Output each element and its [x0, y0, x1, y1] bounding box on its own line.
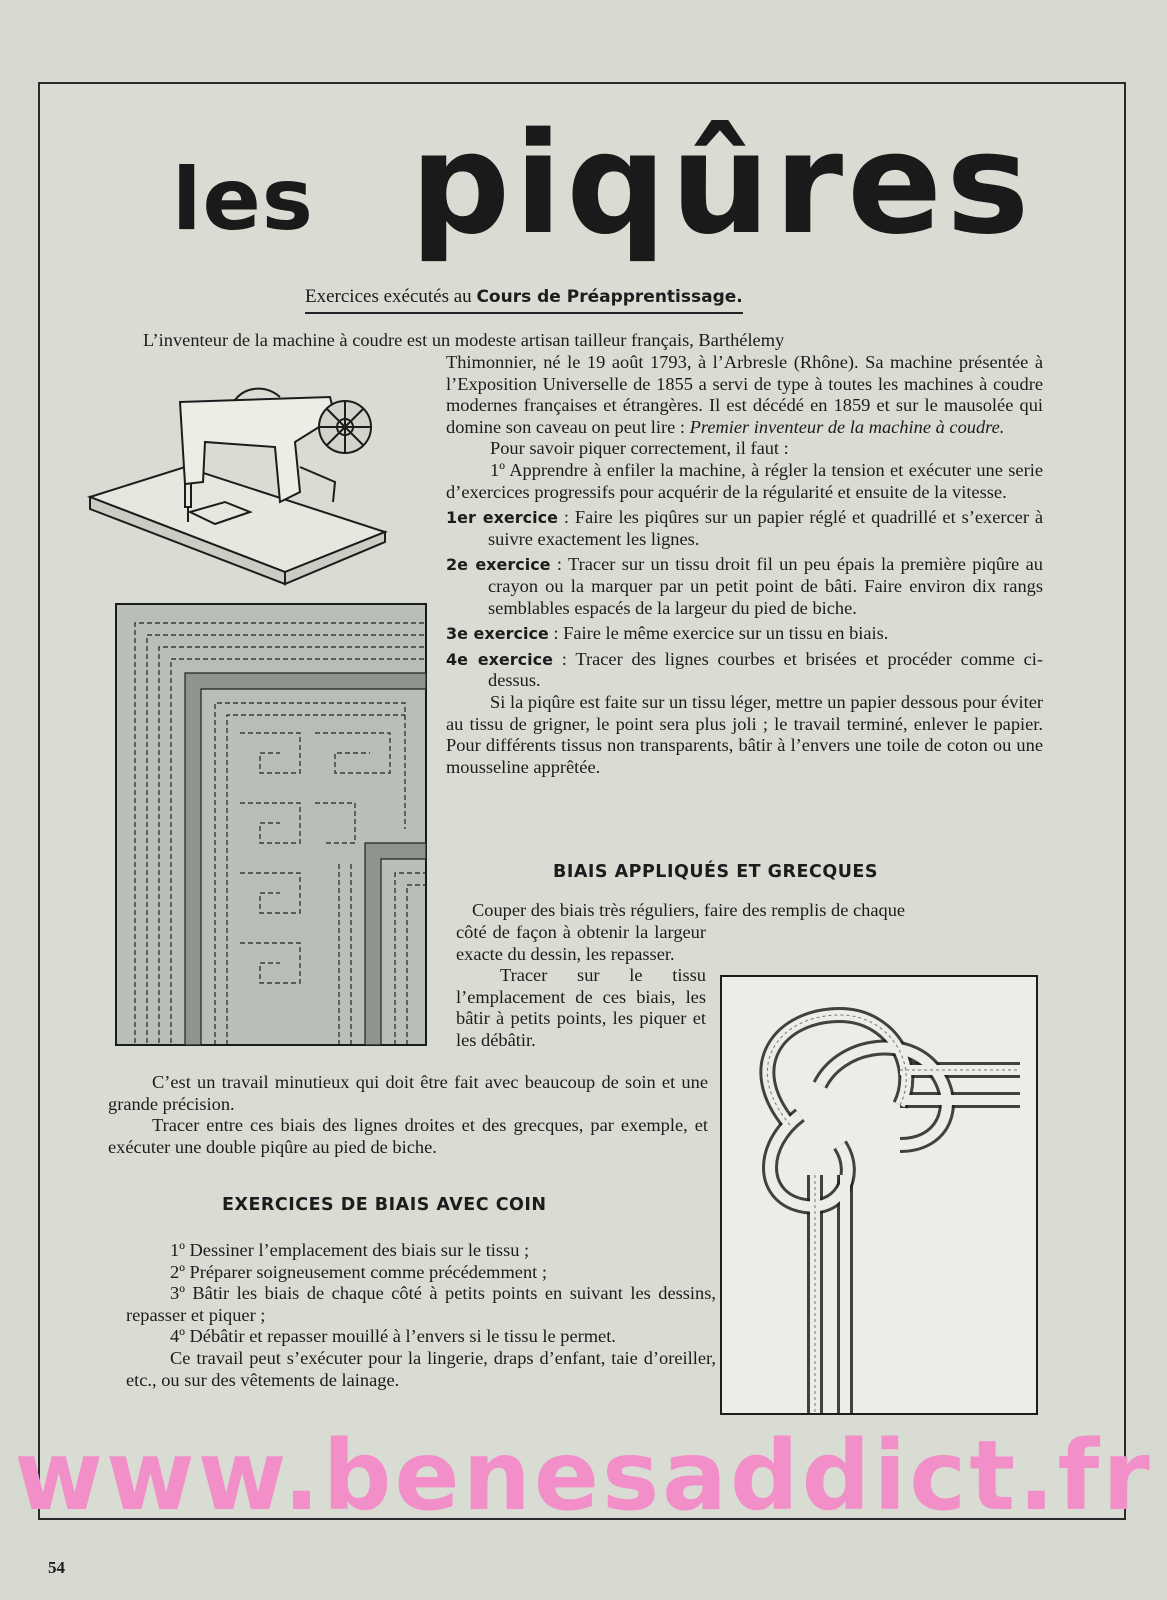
- subtitle-prefix: Exercices exécutés au: [305, 286, 472, 307]
- biais-first-line: Couper des biais très réguliers, faire des remplis de chaque: [472, 900, 906, 920]
- howto-lead: Pour savoir piquer correctement, il faut :: [490, 438, 789, 459]
- sewing-machine-illustration: [85, 372, 405, 602]
- exercise-2-text: : Tracer sur un tissu droit fil un peu épais la première piqûre au crayon ou la marquer par un petit point de bâti. Faire environ dix rangs semblables espacés de la largeur du pied de biche.: [488, 554, 1043, 618]
- intro-text: Thimonnier, né le 19 août 1793, à l’Arbresle (Rhône). Sa machine présentée à l’Exposition Universelle de 1855 a servi de type à toutes les machines à coudre modernes françaises et étrangères. Il est décédé en 1859 et sur le mausolée qui domine son caveau on peut lire :: [446, 352, 1043, 437]
- exercise-3: [446, 623, 1043, 645]
- intro-quote: Premier inventeur de la machine à coudre.: [689, 416, 1005, 437]
- biais-paragraph-bottom: [108, 1072, 708, 1158]
- coin-closing: Ce travail peut s’exécuter pour la lingerie, draps d’enfant, taie d’oreiller, etc., ou sur des vêtements de lainage.: [126, 1347, 716, 1390]
- section-heading-biais: BIAIS APPLIQUÉS ET GRECQUES: [553, 862, 878, 882]
- intro-paragraph: [446, 352, 1043, 778]
- exercise-3-text: : Faire le même exercice sur un tissu en biais.: [553, 623, 889, 644]
- section-heading-coin: EXERCICES DE BIAIS AVEC COIN: [222, 1195, 547, 1215]
- coin-steps: [126, 1240, 716, 1391]
- biais-p4: Tracer entre ces biais des lignes droites et des grecques, par exemple, et exécuter une double piqûre au pied de biche.: [108, 1115, 708, 1157]
- exercise-4-text: : Tracer des lignes courbes et brisées et procéder comme ci-dessus.: [488, 648, 1043, 691]
- biais-paragraph: [456, 922, 706, 1052]
- coin-step-3: 3º Bâtir les biais de chaque côté à petits points en suivant les dessins, repasser et piquer ;: [126, 1283, 716, 1325]
- exercise-4-label: 4e exercice: [446, 649, 553, 669]
- exercise-4: [446, 649, 1043, 692]
- biais-p2: Tracer sur le tissu l’emplacement de ces biais, les bâtir à petits points, les piquer et les débâtir.: [456, 965, 706, 1050]
- exercise-3-label: 3e exercice: [446, 624, 549, 644]
- exercise-1-label: 1er exercice: [446, 508, 558, 528]
- coin-step-4: 4º Débâtir et repasser mouillé à l’envers si le tissu le permet.: [170, 1326, 616, 1347]
- intro-first-line: L’inventeur de la machine à coudre est un modeste artisan tailleur français, Barthélemy: [143, 330, 785, 350]
- exercise-1-text: : Faire les piqûres sur un papier réglé et quadrillé et s’exercer à suivre exactement les lignes.: [488, 507, 1043, 549]
- watermark: www.benesaddict.fr: [14, 1420, 1153, 1532]
- biais-p3: C’est un travail minutieux qui doit être fait avec beaucoup de soin et une grande précision.: [108, 1072, 708, 1114]
- page-number: 54: [48, 1558, 65, 1577]
- light-fabric-paragraph: Si la piqûre est faite sur un tissu léger, mettre un papier dessous pour éviter au tissu de grigner, le point sera plus joli ; le travail terminé, enlever le papier. Pour différents tissus non transparents, bâtir à l’envers une toile de coton ou une mousseline apprêtée.: [446, 691, 1043, 777]
- title-les: les: [172, 150, 314, 250]
- page-title: piqûres: [410, 103, 1034, 266]
- coin-step-1: 1º Dessiner l’emplacement des biais sur le tissu ;: [170, 1240, 530, 1260]
- howto-step1: 1º Apprendre à enfiler la machine, à régler la tension et exécuter une serie d’exercices progressifs pour acquérir de la régularité et ensuite de la vitesse.: [446, 459, 1043, 502]
- exercise-2: [446, 554, 1043, 619]
- greek-key-stitching-illustration: [115, 603, 427, 1046]
- interlaced-bias-illustration: [720, 975, 1038, 1415]
- coin-step-2: 2º Préparer soigneusement comme précédemment ;: [170, 1261, 547, 1282]
- exercise-2-label: 2e exercice: [446, 555, 551, 575]
- subtitle: [305, 286, 743, 314]
- exercise-1: [446, 507, 1043, 550]
- biais-p1: côté de façon à obtenir la largeur exacte du dessin, les repasser.: [456, 922, 706, 964]
- subtitle-course: Cours de Préapprentissage.: [476, 287, 743, 307]
